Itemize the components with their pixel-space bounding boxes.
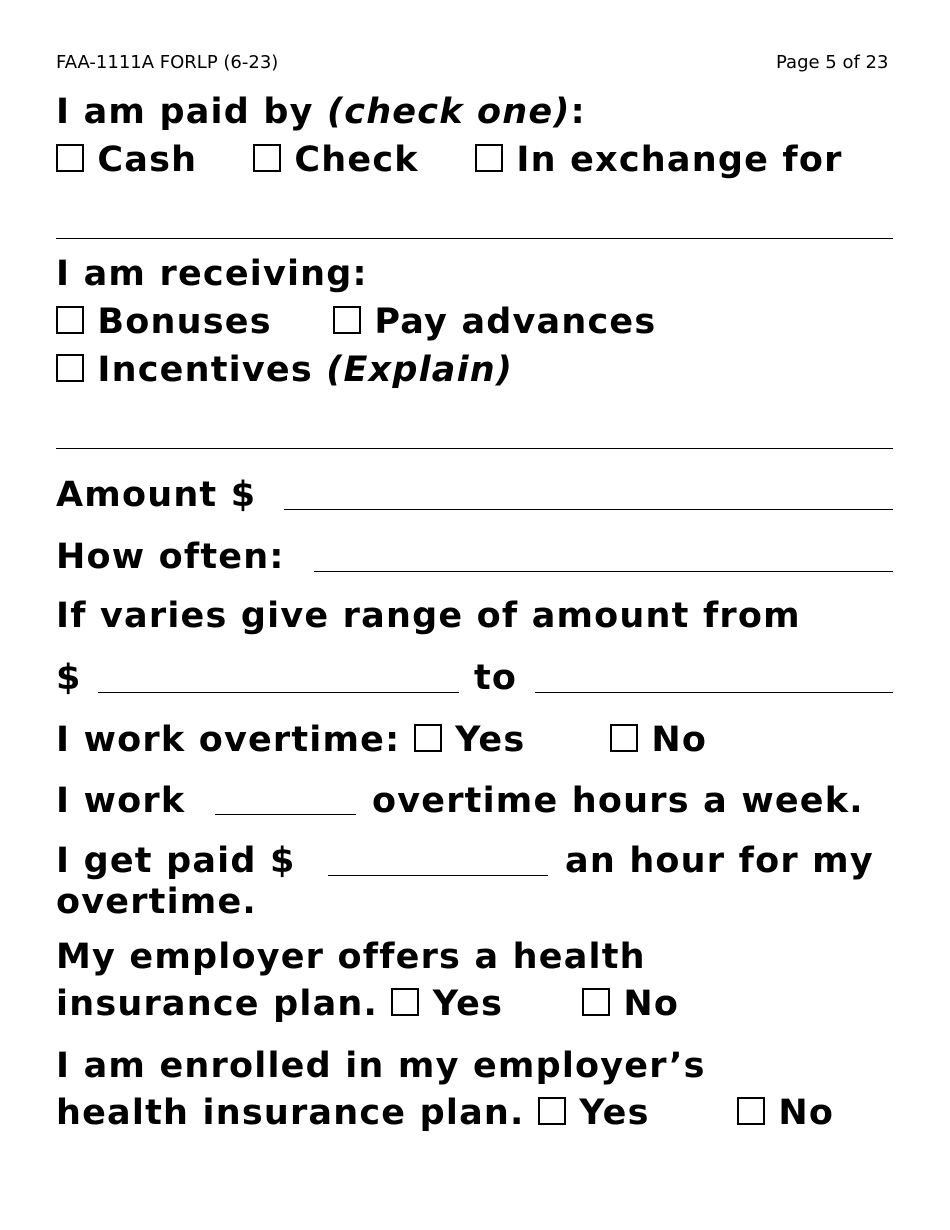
check-one-hint: (check one) — [327, 92, 571, 132]
receiving-option-incentives: Incentives (Explain) — [56, 350, 513, 390]
paid-by-option-check: Check — [253, 140, 419, 180]
explain-hint: (Explain) — [326, 350, 514, 390]
health-offer-no-option: No — [582, 984, 679, 1024]
health-enrolled-line1: I am enrolled in my employer’s — [56, 1046, 706, 1086]
amount-label: Amount $ — [56, 475, 257, 515]
health-enrolled-line2: health insurance plan. Yes — [56, 1093, 650, 1133]
receiving-option-pay-advances: Pay advances — [333, 302, 656, 342]
overtime-no-checkbox[interactable] — [610, 724, 638, 752]
form-id: FAA-1111A FORLP (6-23) — [56, 52, 279, 73]
amount-field[interactable] — [284, 509, 893, 510]
health-offer-no-checkbox[interactable] — [582, 988, 610, 1016]
overtime-pay-pre: I get paid $ — [56, 841, 296, 881]
health-enrolled-yes-checkbox[interactable] — [538, 1097, 566, 1125]
bonuses-checkbox[interactable] — [56, 306, 84, 334]
exchange-explain-field[interactable] — [56, 238, 893, 239]
overtime-pay-field[interactable] — [328, 875, 548, 876]
paid-by-question: I am paid by (check one): — [56, 92, 586, 132]
health-enrolled-no-checkbox[interactable] — [737, 1097, 765, 1125]
paid-by-option-cash: Cash — [56, 140, 197, 180]
how-often-field[interactable] — [314, 571, 893, 572]
overtime-question: I work overtime: Yes — [56, 720, 526, 760]
receiving-question: I am receiving: — [56, 254, 368, 294]
page-number: Page 5 of 23 — [776, 52, 889, 73]
pay-advances-checkbox[interactable] — [333, 306, 361, 334]
exchange-checkbox[interactable] — [475, 144, 503, 172]
overtime-hours-field[interactable] — [215, 814, 356, 815]
health-offer-yes-checkbox[interactable] — [391, 988, 419, 1016]
health-offer-line2: insurance plan. Yes — [56, 984, 504, 1024]
overtime-hours-pre: I work — [56, 781, 186, 821]
overtime-pay-cont: overtime. — [56, 882, 257, 922]
overtime-yes-checkbox[interactable] — [414, 724, 442, 752]
how-often-label: How often: — [56, 537, 285, 577]
range-currency: $ — [56, 658, 82, 698]
receiving-option-bonuses: Bonuses — [56, 302, 272, 342]
health-enrolled-no-option: No — [737, 1093, 834, 1133]
incentives-checkbox[interactable] — [56, 354, 84, 382]
check-checkbox[interactable] — [253, 144, 281, 172]
incentives-explain-field[interactable] — [56, 448, 893, 449]
overtime-pay-post: an hour for my — [565, 841, 874, 881]
paid-by-option-exchange: In exchange for — [475, 140, 843, 180]
range-label: If varies give range of amount from — [56, 596, 801, 636]
cash-checkbox[interactable] — [56, 144, 84, 172]
range-to-label: to — [474, 658, 518, 698]
overtime-no-option: No — [610, 720, 707, 760]
range-to-field[interactable] — [535, 692, 893, 693]
health-offer-line1: My employer offers a health — [56, 937, 646, 977]
range-from-field[interactable] — [98, 692, 459, 693]
overtime-hours-post: overtime hours a week. — [372, 781, 864, 821]
